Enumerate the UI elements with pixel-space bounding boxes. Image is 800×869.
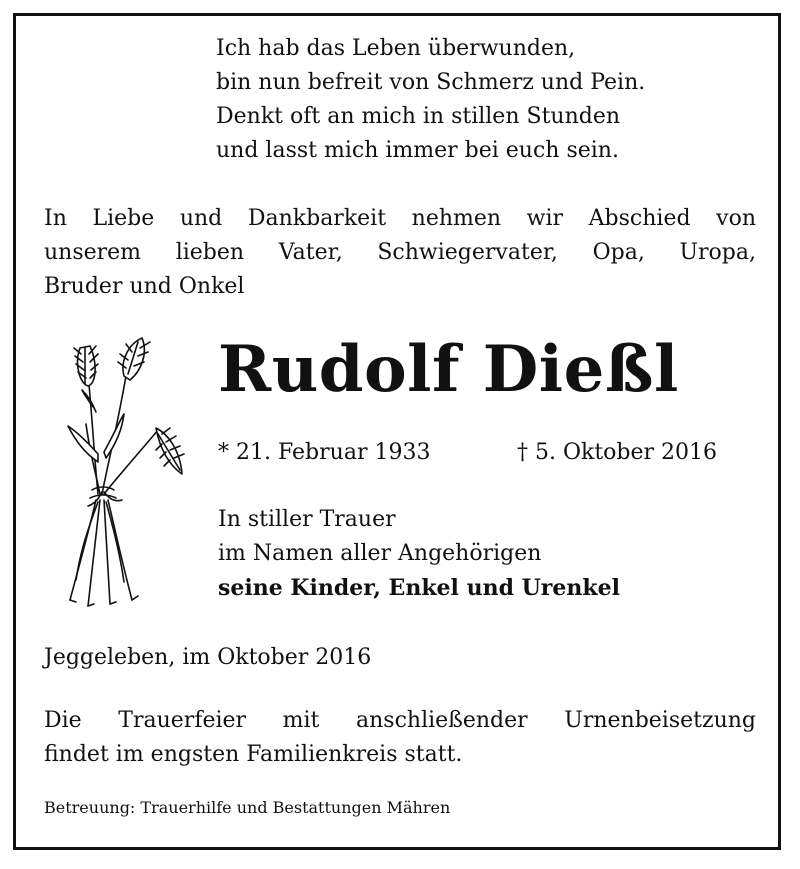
birth-date: * 21. Februar 1933: [218, 440, 431, 465]
poem-line: Denkt oft an mich in stillen Stunden: [216, 104, 621, 129]
funeral-info: [44, 704, 756, 772]
poem-line: Ich hab das Leben überwunden,: [216, 36, 576, 61]
death-date: † 5. Oktober 2016: [517, 440, 718, 465]
mourners-family: seine Kinder, Enkel und Urenkel: [218, 575, 620, 601]
intro-text: [44, 202, 756, 304]
intro-line: unserem lieben Vater, Schwiegervater, Opa, Uropa,: [44, 240, 756, 265]
funeral-line: findet im engsten Familienkreis statt.: [44, 742, 463, 767]
deceased-name: Rudolf Dießl: [218, 332, 679, 407]
poem: [216, 32, 645, 168]
mourners: [218, 503, 620, 605]
care-note: Betreuung: Trauerhilfe und Bestattungen Mähren: [44, 798, 451, 817]
funeral-line: Die Trauerfeier mit anschließender Urnenbeisetzung: [44, 708, 756, 733]
place-date: Jeggeleben, im Oktober 2016: [44, 645, 372, 670]
wheat-bundle-icon: [58, 334, 190, 610]
mourners-line: In stiller Trauer: [218, 507, 396, 532]
intro-line: Bruder und Onkel: [44, 274, 245, 299]
poem-line: und lasst mich immer bei euch sein.: [216, 138, 619, 163]
intro-line: In Liebe und Dankbarkeit nehmen wir Abschied von: [44, 206, 756, 231]
mourners-line: im Namen aller Angehörigen: [218, 541, 542, 566]
poem-line: bin nun befreit von Schmerz und Pein.: [216, 70, 646, 95]
